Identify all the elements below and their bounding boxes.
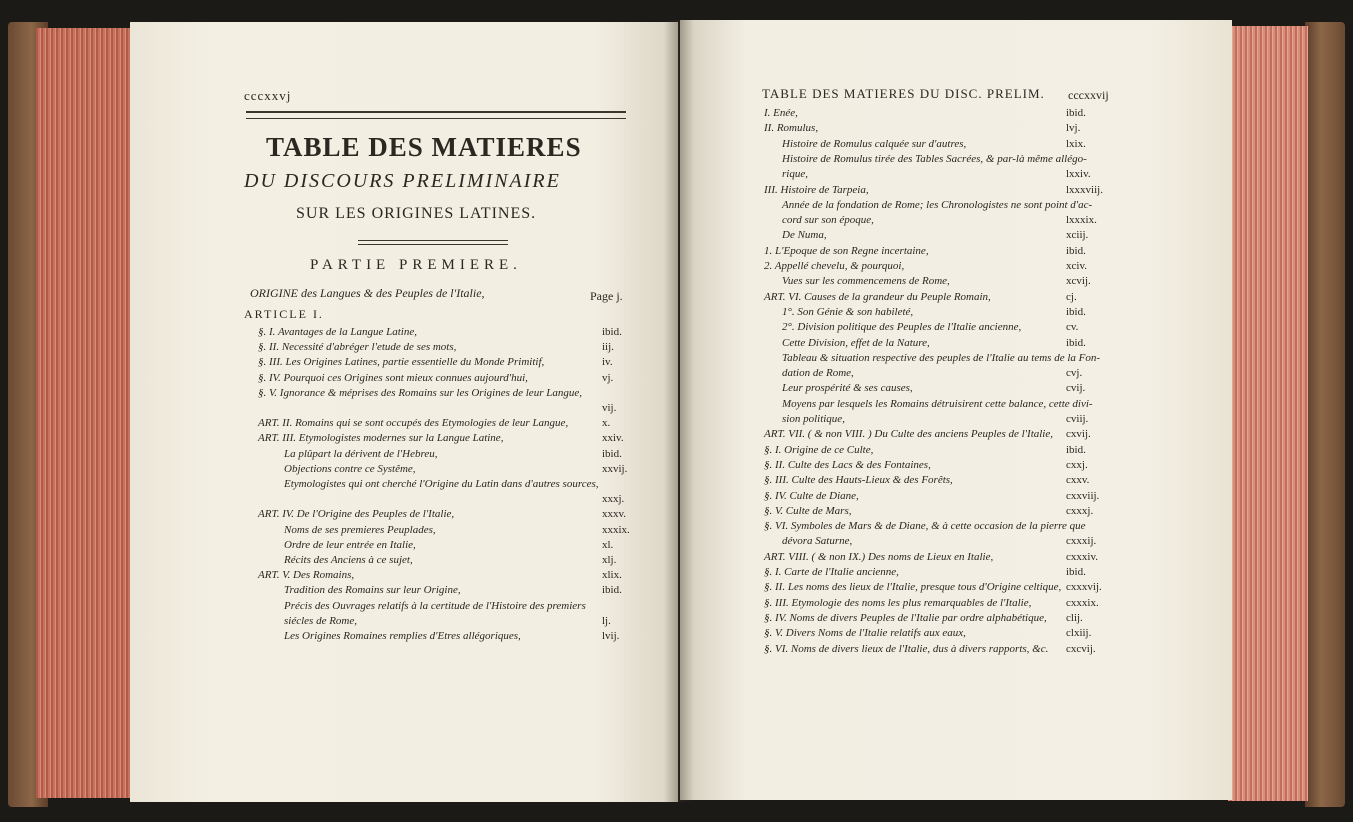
toc-entry-page: cxcvij. [1066,642,1096,655]
toc-entry-page: cxxxvij. [1066,581,1102,594]
toc-entry-text: Précis des Ouvrages relatifs à la certitude de l'Histoire des premiers [284,599,586,612]
first-entry: ORIGINE des Langues & des Peuples de l'Italie, [250,286,485,300]
toc-entry-text: Leur prospérité & ses causes, [782,382,913,395]
toc-entry-text: §. V. Culte de Mars, [764,504,852,517]
toc-entry-text: ART. III. Etymologistes modernes sur la Langue Latine, [258,432,504,445]
right-page-edges [1228,26,1308,801]
toc-entry-text: La plûpart la dérivent de l'Hebreu, [284,447,438,460]
toc-entry-page: ibid. [1066,336,1086,349]
toc-entry-text: Les Origines Romaines remplies d'Etres allégoriques, [284,630,521,642]
toc-entry-text: Année de la fondation de Rome; les Chronologistes ne sont point d'ac- [782,198,1093,211]
toc-entry-text: §. II. Culte des Lacs & des Fontaines, [764,458,931,471]
article-heading: ARTICLE I. [244,307,324,321]
toc-entry-page: lj. [602,614,611,627]
toc-entry-text: dation de Rome, [782,367,854,380]
toc-entry-page: cxxxj. [1066,504,1094,517]
toc-entry-text: §. IV. Pourquoi ces Origines sont mieux connues aujourd'hui, [258,371,528,384]
page-title: TABLE DES MATIERES [266,132,582,162]
toc-entry-page: ibid. [1066,107,1086,119]
toc-entry-page: cxxj. [1066,458,1088,471]
toc-entry-page: iv. [602,356,613,369]
left-page-edges [36,28,136,798]
toc-entry-page: cv. [1066,321,1079,334]
toc-entry-page: lxxiv. [1066,168,1091,181]
toc-entry-page: lvij. [602,630,620,642]
toc-entry-page: lxxxviij. [1066,183,1103,196]
toc-entry-text: Moyens par lesquels les Romains détruisirent cette balance, cette divi- [782,397,1093,410]
toc-entry-page: ibid. [1066,566,1086,578]
toc-entry-text: §. V. Ignorance & méprises des Romains sur les Origines de leur Langue, [258,386,582,399]
toc-entry-text: sion politique, [782,413,845,425]
part-heading: PARTIE PREMIERE. [310,257,522,273]
toc-entry-text: Etymologistes qui ont cherché l'Origine du Latin dans d'autres sources, [284,478,599,490]
toc-entry-text: I. Enée, [764,107,798,119]
toc-entry-page: cxxxij. [1066,535,1097,548]
toc-entry-page: cvj. [1066,367,1083,380]
ornament-rule [358,240,508,245]
toc-entry-page: ibid. [1066,443,1086,456]
toc-entry-text: ART. II. Romains qui se sont occupés des Etymologies de leur Langue, [258,417,569,430]
toc-entry-page: xl. [602,538,614,551]
toc-entry-page: cviij. [1066,413,1089,425]
toc-entry-page: clij. [1066,611,1083,624]
left-page-number: cccxxvj [244,88,292,103]
toc-entry-text: Histoire de Romulus tirée des Tables Sacrées, & par-là même allégo- [782,152,1087,165]
toc-entry-page: ibid. [602,447,622,460]
toc-entry-page: xlj. [602,554,617,566]
toc-entry-text: §. I. Origine de ce Culte, [764,443,874,456]
toc-entry-page: xxvij. [602,462,628,475]
toc-entry-page: clxiij. [1066,627,1092,640]
toc-entry-page: xciv. [1066,260,1087,272]
toc-entry-page: cxvij. [1066,428,1091,441]
gutter-shadow [664,20,694,802]
right-page-number: cccxxvij [1068,88,1109,102]
toc-entry-text: §. I. Carte de l'Italie ancienne, [764,566,899,578]
toc-entry-text: Tableau & situation respective des peuples de l'Italie au tems de la Fon- [782,351,1101,364]
toc-entry-text: Cette Division, effet de la Nature, [782,336,930,349]
right-cover [1305,22,1345,807]
toc-entry-text: §. III. Culte des Hauts-Lieux & des Forêts, [764,474,953,487]
toc-entry-page: vj. [602,371,614,384]
toc-entry-page: xxxv. [602,508,627,521]
toc-entry-text: §. III. Les Origines Latines, partie essentielle du Monde Primitif, [258,356,545,369]
toc-entry-text: 2°. Division politique des Peuples de l'Italie ancienne, [782,321,1022,334]
toc-entry-text: ART. VII. ( & non VIII. ) Du Culte des anciens Peuples de l'Italie, [764,428,1053,441]
toc-entry-page: ibid. [1066,244,1086,257]
toc-entry-page: xciij. [1066,229,1089,242]
toc-entry-text: 1. L'Epoque de son Regne incertaine, [764,244,929,257]
first-entry-page: Page j. [590,289,623,303]
toc-entry-text: Tradition des Romains sur leur Origine, [284,584,461,597]
title-rule [246,111,626,119]
toc-entry-page: cxxxiv. [1066,550,1098,563]
toc-entry-page: lxxxix. [1066,214,1097,227]
toc-entry-text: §. IV. Culte de Diane, [764,489,859,502]
toc-entry-page: cj. [1066,290,1077,303]
subtitle: DU DISCOURS PRELIMINAIRE [244,170,561,192]
toc-entry-text: Vues sur les commencemens de Rome, [782,275,950,288]
toc-entry-page: cxxxix. [1066,596,1099,609]
toc-entry-page: xlix. [602,569,622,582]
toc-entry-page: cxxv. [1066,474,1090,487]
toc-entry-text: Noms de ses premieres Peuplades, [284,523,436,536]
toc-entry-page: lvj. [1066,122,1081,135]
toc-entry-text: 1°. Son Génie & son habileté, [782,305,914,318]
toc-entry-page: ibid. [602,326,622,338]
toc-entry-text: rique, [782,168,808,181]
toc-entry-page: iij. [602,341,614,354]
toc-entry-page: cvij. [1066,382,1086,395]
toc-entry-text: III. Histoire de Tarpeia, [764,183,869,196]
toc-entry-text: II. Romulus, [764,122,819,135]
toc-entry-text: §. VI. Symboles de Mars & de Diane, & à cette occasion de la pierre que [764,520,1086,533]
toc-entry-text: §. II. Necessité d'abréger l'etude de ses mots, [258,341,457,354]
toc-entry-text: 2. Appellé chevelu, & pourquoi, [764,260,905,272]
toc-entry-page: vij. [602,402,617,414]
toc-entry-page: lxix. [1066,137,1086,150]
toc-entry-text: ART. VIII. ( & non IX.) Des noms de Lieux en Italie, [764,550,994,563]
toc-entry-text: cord sur son époque, [782,214,874,227]
toc-entry-page: xxxix. [602,523,630,536]
toc-entry-text: §. III. Etymologie des noms les plus remarquables de l'Italie, [764,596,1032,609]
toc-entry-text: §. I. Avantages de la Langue Latine, [258,326,417,338]
toc-entry-text: Objections contre ce Systême, [284,462,416,475]
toc-entry-page: xxiv. [602,432,624,445]
subtitle-2: SUR LES ORIGINES LATINES. [296,205,537,222]
toc-entry-page: ibid. [1066,305,1086,318]
toc-entry-text: §. II. Les noms des lieux de l'Italie, presque tous d'Origine celtique, [764,581,1062,594]
toc-entry-text: De Numa, [782,229,827,242]
toc-entry-text: ART. V. Des Romains, [258,569,355,582]
toc-entry-text: Histoire de Romulus calquée sur d'autres, [782,137,967,150]
toc-entry-text: Récits des Anciens à ce sujet, [284,554,413,566]
toc-entry-text: siécles de Rome, [284,614,357,627]
toc-entry-page: xxxj. [602,493,625,506]
right-running-header: TABLE DES MATIERES DU DISC. PRELIM. [762,86,1045,101]
toc-entry-text: §. IV. Noms de divers Peuples de l'Italie par ordre alphabétique, [764,611,1047,624]
toc-entry-page: xcvij. [1066,275,1091,288]
toc-entry-text: ART. IV. De l'Origine des Peuples de l'Italie, [258,508,455,521]
toc-entry-text: Ordre de leur entrée en Italie, [284,538,416,551]
toc-entry-page: x. [602,417,611,430]
toc-entry-text: dévora Saturne, [782,535,853,548]
toc-entry-page: cxxviij. [1066,489,1100,502]
toc-entry-text: ART. VI. Causes de la grandeur du Peuple Romain, [764,290,991,303]
toc-entry-text: §. V. Divers Noms de l'Italie relatifs aux eaux, [764,627,966,640]
toc-entry-text: §. VI. Noms de divers lieux de l'Italie, dus à divers rapports, &c. [764,642,1049,655]
toc-entry-page: ibid. [602,584,622,597]
